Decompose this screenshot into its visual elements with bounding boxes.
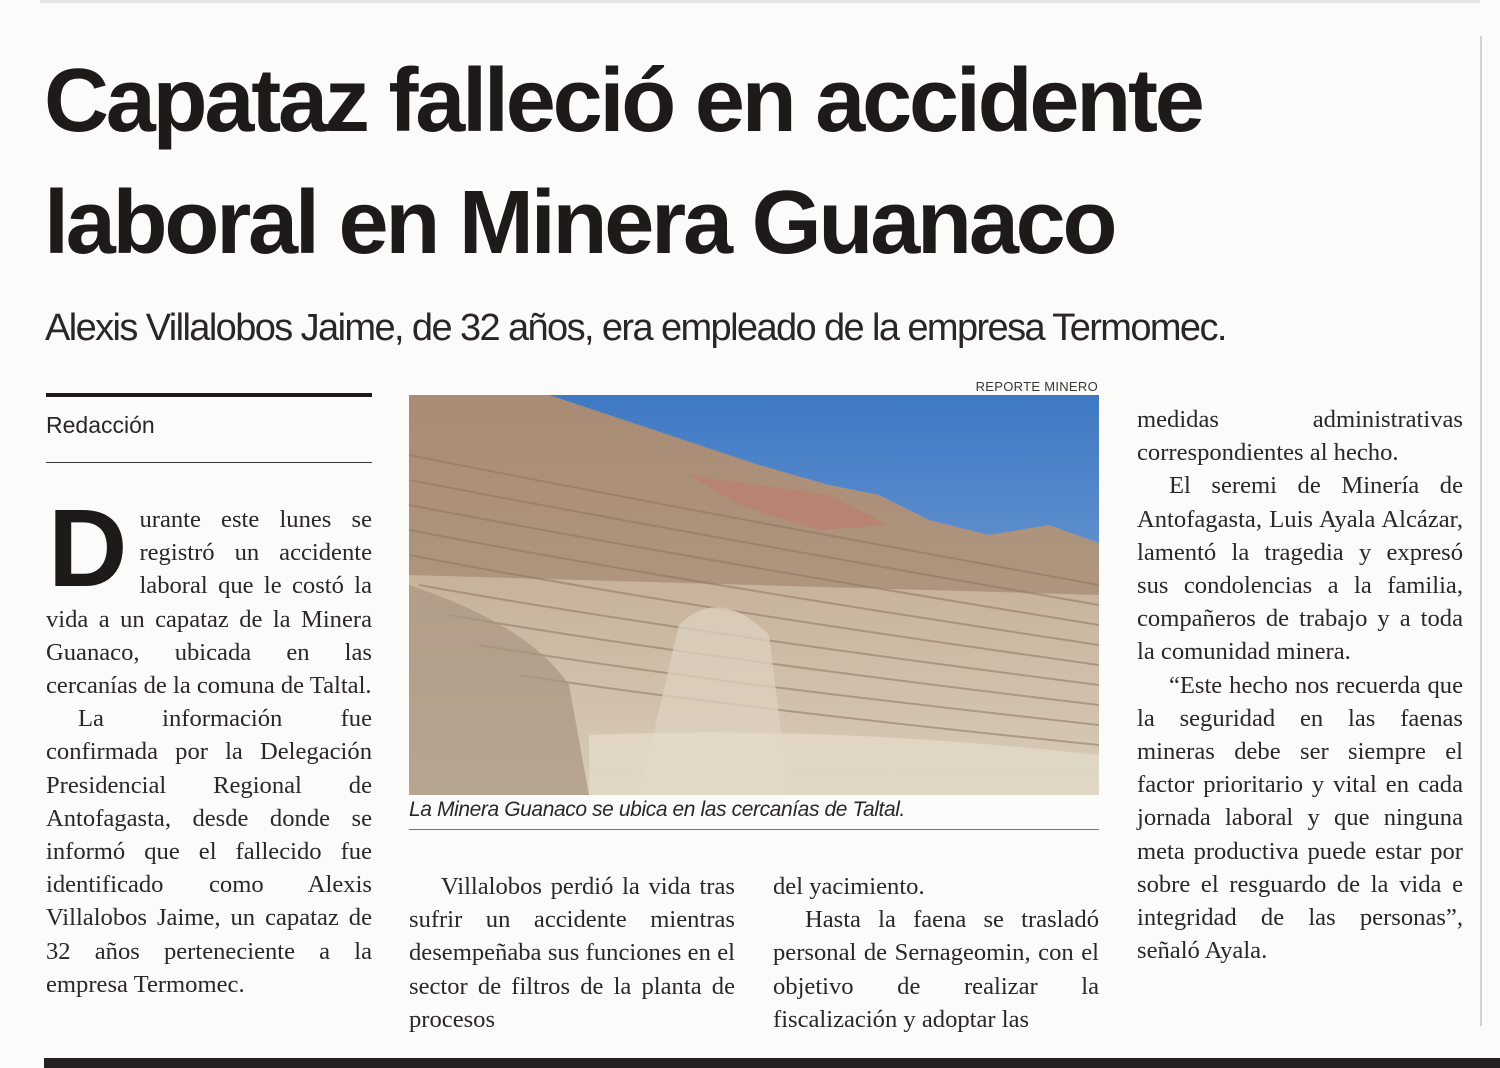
paragraph-4-continued: medidas administrativas correspondientes al hecho. xyxy=(1137,406,1463,467)
paragraph-2: La información fue confirmada por la Delegación Presidencial Regional de Antofagasta, desde donde se informó que el fallecido fue identificado como Alexis Villalobos Jaime, un capataz de 32 años perteneciente a la empresa Termomec. xyxy=(46,705,372,998)
body-column-2 xyxy=(409,870,735,1036)
page-top-edge xyxy=(40,0,1480,3)
mine-photo xyxy=(409,395,1099,795)
headline-line-2: laboral en Minera Guanaco xyxy=(44,173,1115,273)
paragraph-1 xyxy=(46,487,372,702)
paragraph-4: Hasta la faena se trasladó personal de Sernageomin, con el objetivo de realizar la fiscalización y adoptar las xyxy=(773,906,1099,1033)
body-column-1 xyxy=(46,487,372,1001)
byline-top-rule xyxy=(46,393,372,397)
body-column-4 xyxy=(1137,403,1463,967)
paragraph-6-quote: “Este hecho nos recuerda que la seguridad en las faenas mineras debe ser siempre el factor prioritario y vital en cada jornada laboral y que ninguna meta productiva puede estar por sobre el resguardo de la vida e integridad de las personas”, señaló Ayala. xyxy=(1137,671,1463,965)
paragraph-5: El seremi de Minería de Antofagasta, Luis Ayala Alcázar, lamentó la tragedia y expresó sus condolencias a la familia, compañeros de trabajo y a toda la comunidad minera. xyxy=(1137,472,1463,666)
open-pit-mine-illustration xyxy=(409,395,1099,795)
deck-subtitle: Alexis Villalobos Jaime, de 32 años, era empleado de la empresa Termomec. xyxy=(45,307,1226,349)
paragraph-3: Villalobos perdió la vida tras sufrir un accidente mientras desempeñaba sus funciones en el sector de filtros de la planta de procesos xyxy=(409,873,735,1033)
paragraph-3-continued: del yacimiento. xyxy=(773,873,925,900)
caption-rule xyxy=(409,829,1099,830)
headline xyxy=(44,40,1464,284)
drop-cap: D xyxy=(48,487,128,610)
byline: Redacción xyxy=(46,412,155,438)
photo-credit: REPORTE MINERO xyxy=(975,379,1098,394)
byline-bottom-rule xyxy=(46,462,372,463)
body-column-3 xyxy=(773,870,1099,1036)
column-divider-right xyxy=(1480,36,1482,1026)
headline-line-1: Capataz falleció en accidente xyxy=(44,51,1202,151)
photo-caption: La Minera Guanaco se ubica en las cercanías de Taltal. xyxy=(409,798,905,821)
paragraph-1-text: urante este lunes se registró un accidente laboral que le costó la vida a un capataz de la Minera Guanaco, ubicada en las cercanías de la comuna de Taltal. xyxy=(46,506,372,700)
page-bottom-rule xyxy=(44,1058,1500,1068)
